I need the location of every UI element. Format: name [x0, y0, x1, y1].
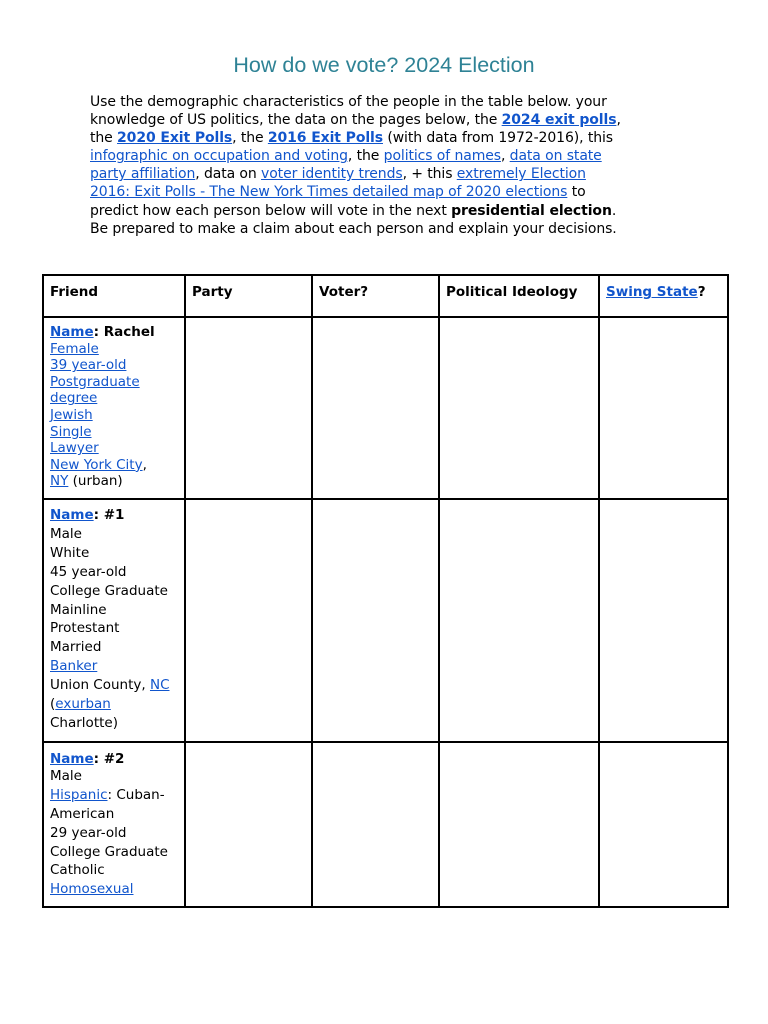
link-occupation-infographic[interactable]: infographic on occupation and voting	[90, 148, 348, 165]
religion-text: Catholic	[50, 862, 105, 879]
link-state-party-affiliation-cont[interactable]: party affiliation	[90, 166, 196, 183]
race-text: White	[50, 544, 90, 561]
education-text: College Graduate	[50, 582, 168, 599]
religion-text: Mainline	[50, 601, 107, 618]
table-row	[43, 317, 728, 499]
intro-text: , the	[347, 148, 384, 165]
intro-paragraph	[90, 93, 690, 238]
link-age[interactable]: 39 year-old	[50, 357, 127, 374]
intro-text: Be prepared to make a claim about each person and explain your decisions.	[90, 220, 617, 237]
link-2016-exit-polls[interactable]: 2016 Exit Polls	[267, 130, 383, 147]
table-row	[43, 499, 728, 742]
ethnicity-text: : Cuban-	[107, 786, 165, 803]
ideology-cell[interactable]	[439, 317, 599, 499]
intro-text: the	[90, 130, 118, 147]
intro-text: knowledge of US politics, the data on the pages below, the	[90, 112, 502, 129]
intro-text: ,	[500, 148, 510, 165]
intro-text: (with data from 1972-2016), this	[382, 130, 613, 147]
link-state[interactable]: NC	[149, 677, 170, 694]
age-text: 29 year-old	[50, 824, 127, 841]
link-religion[interactable]: Jewish	[50, 406, 93, 423]
marital-status-text: Married	[50, 639, 102, 656]
county-text: Union County,	[50, 677, 150, 694]
link-city[interactable]: New York City	[50, 456, 143, 473]
intro-line	[90, 183, 690, 201]
intro-line	[90, 111, 690, 129]
punctuation: (	[50, 696, 56, 713]
party-cell[interactable]	[185, 742, 312, 907]
friend-cell	[43, 499, 185, 742]
header-suffix: ?	[697, 284, 706, 300]
intro-line	[90, 202, 690, 220]
intro-text: predict how each person below will vote in the next	[90, 202, 452, 219]
link-education-cont[interactable]: degree	[50, 390, 98, 407]
link-state-party-affiliation[interactable]: data on state	[509, 148, 602, 165]
header-voter: Voter?	[312, 275, 439, 317]
voter-cell[interactable]	[312, 317, 439, 499]
link-occupation[interactable]: Lawyer	[50, 440, 99, 457]
link-gender[interactable]: Female	[50, 340, 99, 357]
swing-state-cell[interactable]	[599, 742, 728, 907]
intro-text: .	[611, 202, 617, 219]
intro-line	[90, 147, 690, 165]
link-name[interactable]: Name	[50, 507, 94, 523]
punctuation: ,	[142, 456, 147, 473]
link-name[interactable]: Name	[50, 751, 94, 767]
voter-cell[interactable]	[312, 742, 439, 907]
intro-line	[90, 220, 690, 238]
area-text: Charlotte)	[50, 714, 118, 731]
age-text: 45 year-old	[50, 563, 127, 580]
header-swing-state	[599, 275, 728, 317]
table-header-row	[43, 275, 728, 317]
link-state[interactable]: NY	[50, 473, 69, 490]
table-row	[43, 742, 728, 907]
name-value: : #2	[93, 751, 125, 767]
voter-cell[interactable]	[312, 499, 439, 742]
header-ideology: Political Ideology	[439, 275, 599, 317]
ideology-cell[interactable]	[439, 742, 599, 907]
link-politics-of-names[interactable]: politics of names	[383, 148, 501, 165]
intro-line	[90, 129, 690, 147]
page-title: How do we vote? 2024 Election	[233, 53, 535, 77]
intro-text: Use the demographic characteristics of the people in the table below. your	[90, 94, 607, 110]
intro-bold-text: presidential election	[451, 202, 612, 219]
link-marital-status[interactable]: Single	[50, 423, 92, 440]
name-value: : Rachel	[93, 324, 155, 340]
intro-text: ,	[616, 112, 621, 129]
friend-cell	[43, 742, 185, 907]
swing-state-cell[interactable]	[599, 317, 728, 499]
party-cell[interactable]	[185, 317, 312, 499]
friend-cell	[43, 317, 185, 499]
intro-line	[90, 93, 690, 111]
link-swing-state[interactable]: Swing State	[606, 284, 698, 300]
party-cell[interactable]	[185, 499, 312, 742]
gender-text: Male	[50, 525, 82, 542]
friend-name	[50, 506, 178, 525]
link-election-2016-exit-polls[interactable]: extremely Election	[456, 166, 586, 183]
link-ethnicity[interactable]: Hispanic	[50, 786, 108, 803]
link-nyt-2020-map[interactable]: 2016: Exit Polls - The New York Times detailed map of 2020 elections	[90, 184, 568, 201]
link-occupation[interactable]: Banker	[50, 658, 98, 675]
friend-name	[50, 324, 178, 341]
name-value: : #1	[93, 507, 125, 523]
link-education[interactable]: Postgraduate	[50, 373, 140, 390]
intro-text: , the	[232, 130, 268, 147]
intro-text: , + this	[402, 166, 457, 183]
header-friend: Friend	[43, 275, 185, 317]
intro-text: to	[567, 184, 586, 201]
link-2020-exit-polls[interactable]: 2020 Exit Polls	[117, 130, 233, 147]
intro-line	[90, 165, 690, 183]
link-exurban[interactable]: exurban	[55, 696, 111, 713]
link-name[interactable]: Name	[50, 324, 94, 340]
education-text: College Graduate	[50, 843, 168, 860]
link-2024-exit-polls[interactable]: 2024 exit polls	[501, 112, 617, 129]
link-voter-identity-trends[interactable]: voter identity trends	[261, 166, 403, 183]
area-text: (urban)	[68, 473, 123, 490]
ideology-cell[interactable]	[439, 499, 599, 742]
ethnicity-text-cont: American	[50, 805, 115, 822]
intro-text: , data on	[195, 166, 262, 183]
religion-text-cont: Protestant	[50, 620, 120, 637]
voter-table	[42, 274, 729, 908]
gender-text: Male	[50, 767, 82, 784]
link-orientation[interactable]: Homosexual	[50, 881, 134, 898]
swing-state-cell[interactable]	[599, 499, 728, 742]
header-party: Party	[185, 275, 312, 317]
